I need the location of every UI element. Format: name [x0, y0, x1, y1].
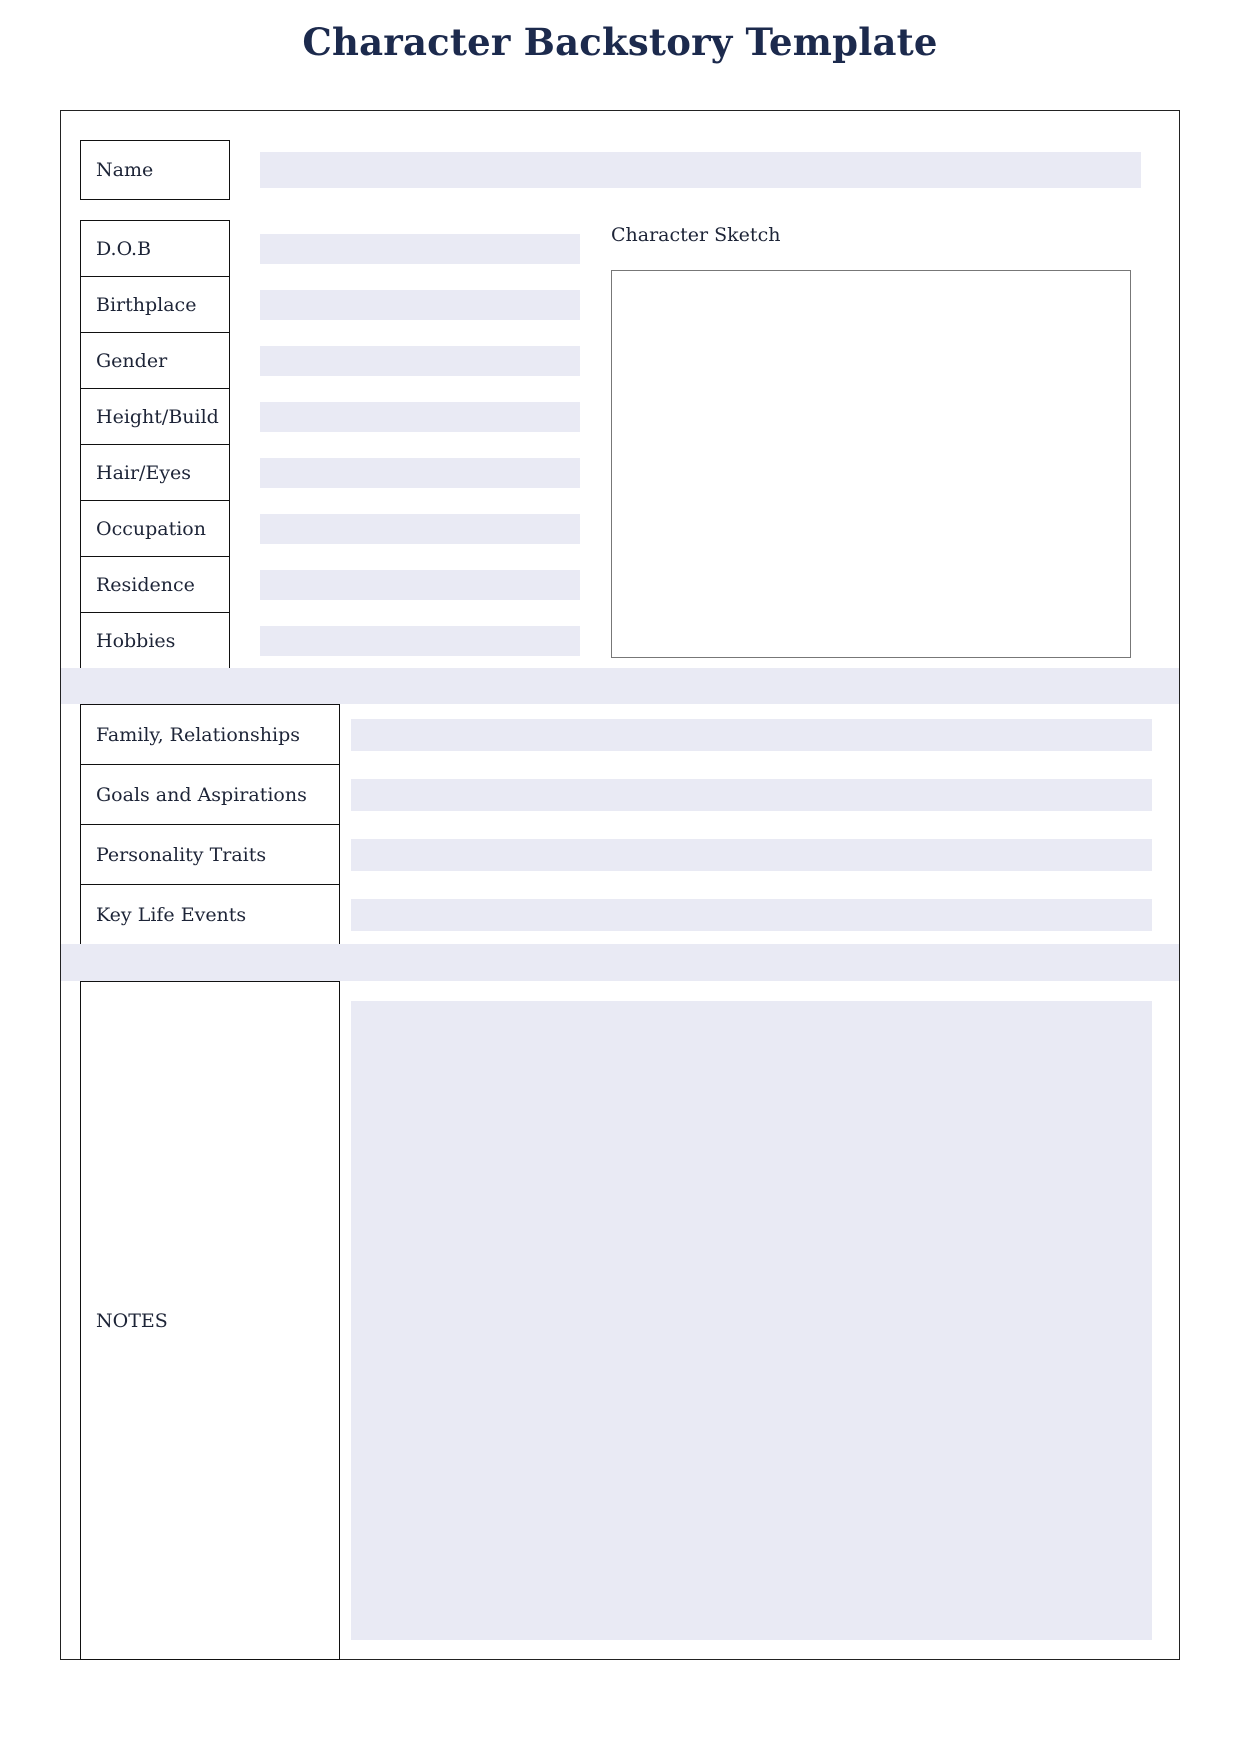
hobbies-input[interactable] — [260, 626, 580, 656]
section-divider-band — [61, 944, 1179, 981]
family-relationships-label: Family, Relationships — [80, 704, 340, 765]
occupation-label: Occupation — [80, 500, 230, 557]
gender-input[interactable] — [260, 346, 580, 376]
family-relationships-input[interactable] — [351, 719, 1152, 751]
hair-eyes-input[interactable] — [260, 458, 580, 488]
dob-label: D.O.B — [80, 220, 230, 277]
notes-label: NOTES — [80, 981, 340, 1660]
personality-traits-label: Personality Traits — [80, 824, 340, 885]
personality-traits-input[interactable] — [351, 839, 1152, 871]
residence-label: Residence — [80, 556, 230, 613]
occupation-input[interactable] — [260, 514, 580, 544]
residence-input[interactable] — [260, 570, 580, 600]
dob-input[interactable] — [260, 234, 580, 264]
goals-aspirations-label: Goals and Aspirations — [80, 764, 340, 825]
page-title: Character Backstory Template — [302, 20, 938, 64]
name-label: Name — [80, 140, 230, 200]
name-input[interactable] — [260, 152, 1141, 188]
character-sketch-box[interactable] — [611, 270, 1131, 658]
key-life-events-label: Key Life Events — [80, 884, 340, 945]
height-build-input[interactable] — [260, 402, 580, 432]
birthplace-label: Birthplace — [80, 276, 230, 333]
character-sketch-label: Character Sketch — [611, 224, 781, 246]
notes-input[interactable] — [351, 1001, 1152, 1640]
goals-aspirations-input[interactable] — [351, 779, 1152, 811]
gender-label: Gender — [80, 332, 230, 389]
key-life-events-input[interactable] — [351, 899, 1152, 931]
hair-eyes-label: Hair/Eyes — [80, 444, 230, 501]
height-build-label: Height/Build — [80, 388, 230, 445]
section-divider-band — [61, 668, 1179, 704]
birthplace-input[interactable] — [260, 290, 580, 320]
hobbies-label: Hobbies — [80, 612, 230, 669]
